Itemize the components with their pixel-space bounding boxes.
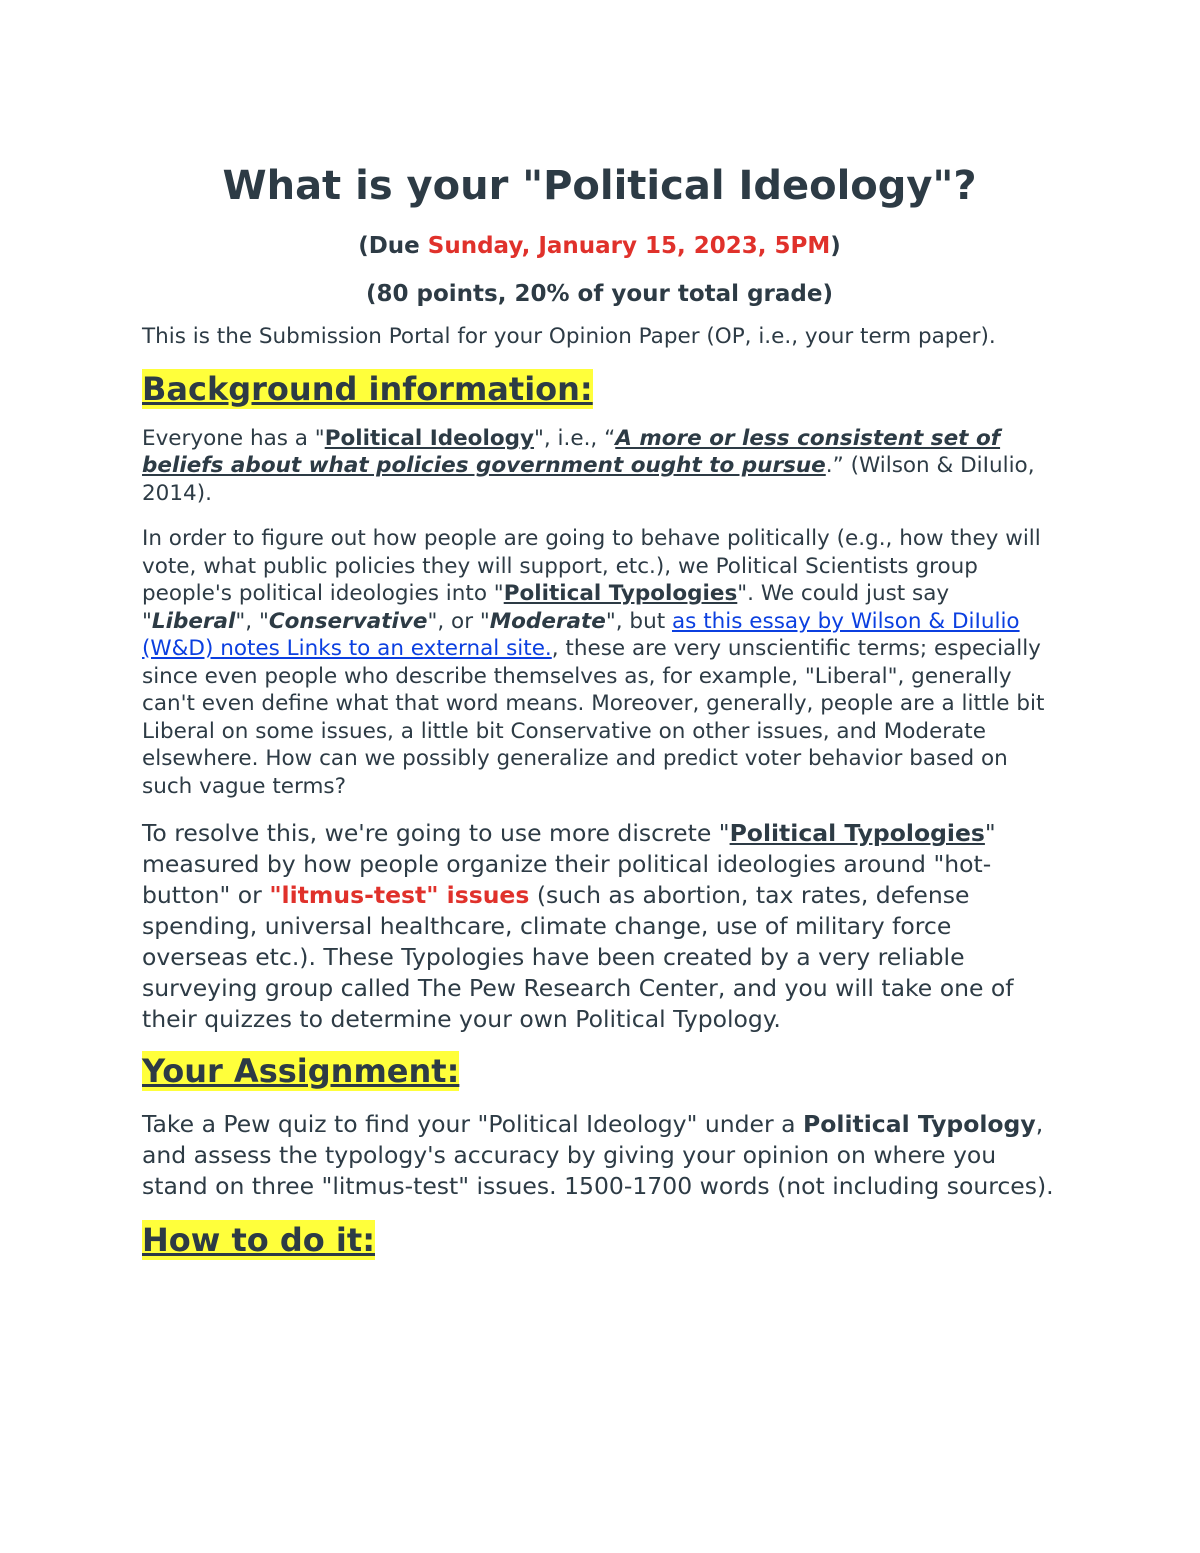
moderate-term: Moderate — [489, 608, 606, 634]
background-paragraph-1 — [142, 425, 1057, 508]
p1-text-a: Everyone has a " — [142, 425, 325, 451]
intro-paragraph: This is the Submission Portal for your Opinion Paper (OP, i.e., your term paper). — [142, 324, 996, 349]
p3-text-c: " measured by how people organize their political ideologies around "hot-button" or — [142, 819, 996, 909]
how-heading-wrap — [142, 1220, 1057, 1260]
conservative-term: Conservative — [268, 608, 428, 634]
p4-text-a: Take a Pew quiz to find your "Political Ideology" under a — [142, 1110, 804, 1138]
political-typologies-term: Political Typologies — [503, 581, 738, 606]
p2-text-c: ". We could just say " — [142, 581, 950, 634]
how-to-do-it-heading: How to do it: — [142, 1221, 375, 1259]
due-close: ) — [830, 233, 841, 259]
points-line: (80 points, 20% of your total grade) — [366, 281, 833, 307]
p3-text-e: (such as abortion, tax rates, defense spending, universal healthcare, climate change, use of military force overseas etc.). These Typologies have been created by a very reliable surveying group called The Pew Research Center, and you will take one of their quizzes to determine your own Political Typology. — [142, 881, 1014, 1033]
background-heading-wrap — [142, 369, 1057, 409]
liberal-term: Liberal — [151, 608, 236, 634]
ideology-definition: A more or less consistent set of beliefs about what policies government ought to pursue — [142, 425, 1001, 478]
political-ideology-term: Political Ideology — [324, 425, 534, 451]
p4-text-c: , and assess the typology's accuracy by giving your opinion on where you stand on three "litmus-test" issues. 1500-1700 words (not including sources). — [142, 1110, 1054, 1200]
political-typologies-term-2: Political Typologies — [729, 819, 985, 847]
p3-text-a: To resolve this, we're going to use more discrete " — [142, 819, 730, 847]
due-open: (Due — [358, 233, 428, 259]
wilson-diiulio-essay-link[interactable]: as this essay by Wilson & DiIulio (W&D) notes Links to an external site. — [142, 608, 1020, 661]
assignment-heading: Your Assignment: — [142, 1052, 460, 1090]
p1-citation: .” (Wilson & DiIulio, 2014). — [142, 453, 1035, 506]
due-date: Sunday, January 15, 2023, 5PM — [427, 233, 831, 259]
assignment-heading-wrap — [142, 1051, 1057, 1091]
document-page — [142, 158, 1057, 1260]
page-title: What is your "Political Ideology"? — [222, 163, 977, 209]
p2-text-g: ", or " — [427, 608, 490, 634]
p2-text-i: ", but — [605, 608, 672, 634]
p2-text-a: In order to figure out how people are going to behave politically (e.g., how they will vote, what public policies they will support, etc.), we Political Scientists group people's political ideologies into " — [142, 526, 1041, 606]
p1-text-c: ", i.e., “ — [534, 425, 616, 451]
political-typology-term: Political Typology — [803, 1110, 1036, 1138]
background-paragraph-3 — [142, 818, 1057, 1035]
p2-text-e: ", " — [235, 608, 269, 634]
p2-text-j: , these are very unscientific terms; especially since even people who describe themselves as, for example, "Liberal", generally can't even define what that word means. Moreover, generally, people are a little bit Liberal on some issues, a little bit Conservative on other issues, and Moderate elsewhere. How can we possibly generalize and predict voter behavior based on such vague terms? — [142, 636, 1045, 799]
background-paragraph-2 — [142, 525, 1057, 800]
background-heading: Background information: — [142, 369, 593, 408]
litmus-test-issues: "litmus-test" issues — [269, 881, 530, 909]
due-date-line — [142, 230, 1057, 262]
assignment-paragraph — [142, 1109, 1057, 1202]
